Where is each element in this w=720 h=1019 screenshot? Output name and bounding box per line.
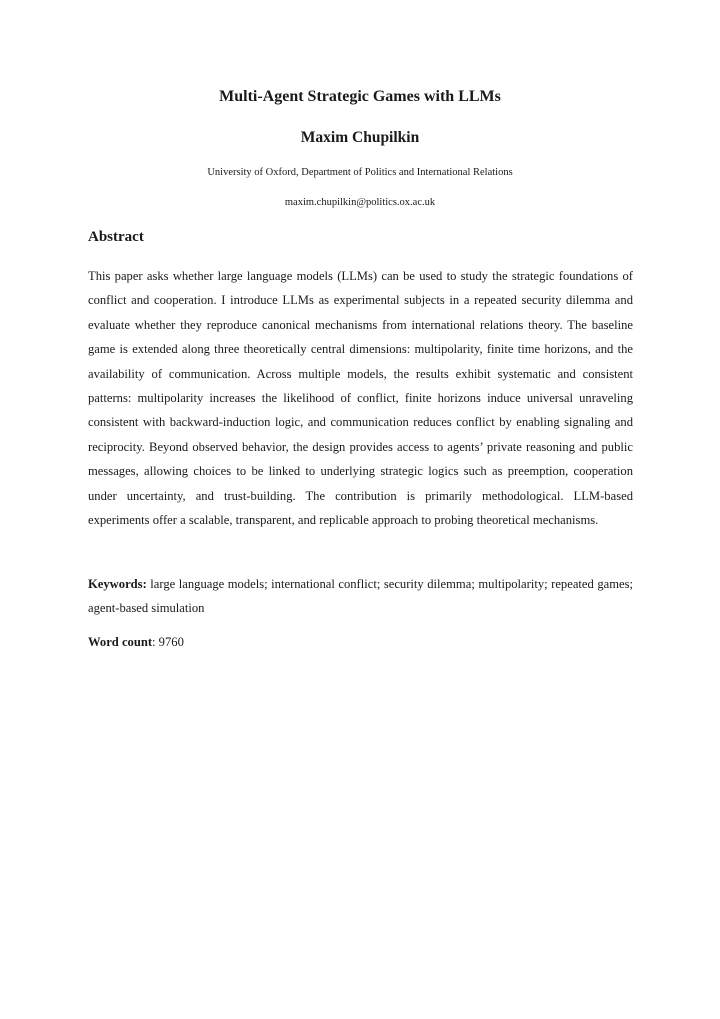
author-affiliation: University of Oxford, Department of Politics and International Relations: [207, 167, 513, 178]
word-count-label: Word count: [88, 635, 153, 649]
word-count-paragraph: [88, 632, 633, 652]
author-email: maxim.chupilkin@politics.ox.ac.uk: [284, 197, 436, 208]
author-name: Maxim Chupilkin: [300, 129, 420, 146]
abstract-text: This paper asks whether large language models (LLMs) can be used to study the strategic foundations of conflict and cooperation. I introduce LLMs as experimental subjects in a repeated security dilemma and evaluate whether they reproduce canonical mechanisms from international relations theory. The baseline game is extended along three theoretically central dimensions: multipolarity, finite time horizons, and the availability of communication. Across multiple models, the results exhibit systematic and consistent patterns: multipolarity increases the likelihood of conflict, finite horizons induce universal unraveling consistent with backward-induction logic, and communication reduces conflict by enabling signaling and reciprocity. Beyond observed behavior, the design provides access to agents’ private reasoning and public messages, allowing choices to be linked to underlying strategic logics such as preemption, cooperation under uncertainty, and trust-building. The contribution is primarily methodological. LLM-based experiments offer a scalable, transparent, and replicable approach to probing theoretical mechanisms.: [88, 269, 633, 528]
keywords-text: large language models; international conflict; security dilemma; multipolarity; repeated games; agent-based simulation: [88, 577, 633, 615]
keywords-paragraph: [88, 572, 633, 620]
word-count-value: : 9760: [152, 635, 184, 649]
abstract-heading: Abstract: [88, 229, 144, 245]
paper-title: Multi-Agent Strategic Games with LLMs: [219, 88, 501, 105]
keywords-label: Keywords:: [88, 577, 147, 591]
